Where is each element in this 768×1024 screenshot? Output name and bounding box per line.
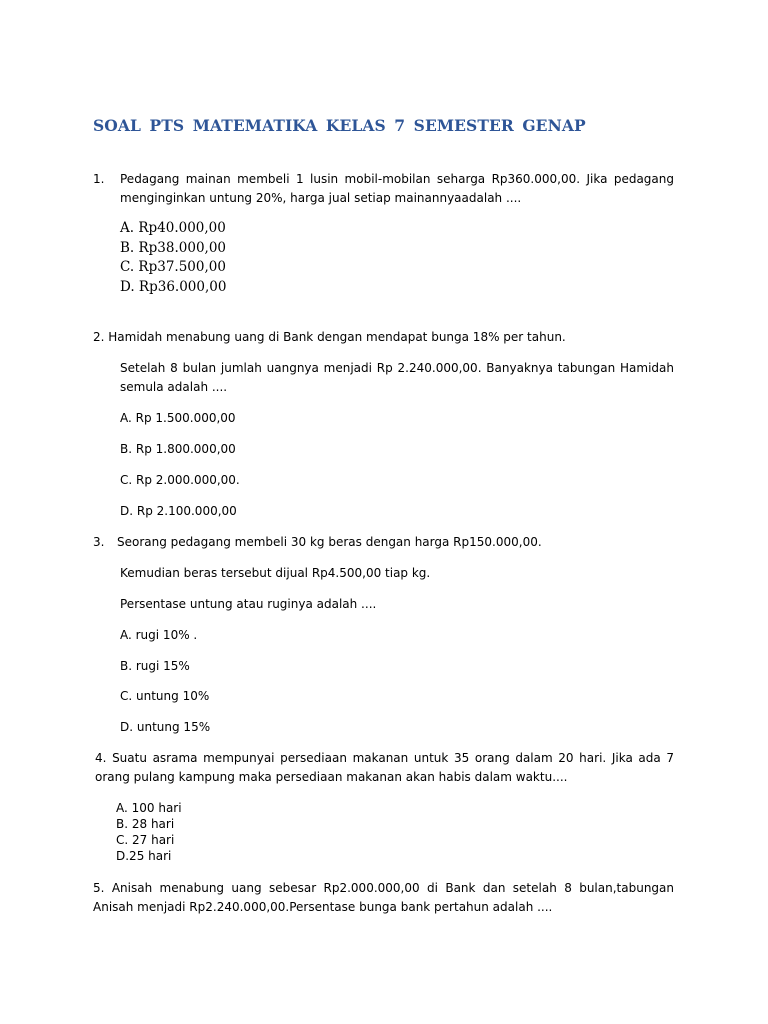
q1-option-b: B. Rp38.000,00	[120, 239, 227, 256]
q3-option-a: A. rugi 10% .	[120, 628, 198, 642]
q2-option-a: A. Rp 1.500.000,00	[120, 411, 236, 425]
q5-text: 5. Anisah menabung uang sebesar Rp2.000.000,00 di Bank dan setelah 8 bulan,tabungan Anisah menjadi Rp2.240.000,00.Persentase bunga bank pertahun adalah ....	[93, 881, 674, 914]
q1-text: Pedagang mainan membeli 1 lusin mobil-mobilan seharga Rp360.000,00. Jika pedagang menginginkan untung 20%, harga jual setiap mainannyaadalah ....	[120, 172, 674, 205]
q3-option-d: D. untung 15%	[120, 720, 211, 734]
q3-text-line3: Persentase untung atau ruginya adalah ....	[120, 597, 377, 611]
q3-option-b: B. rugi 15%	[120, 659, 190, 673]
q4-text-content: 4. Suatu asrama mempunyai persediaan makanan untuk 35 orang dalam 20 hari. Jika ada 7 orang pulang kampung maka persediaan makanan akan habis dalam waktu....	[95, 751, 674, 784]
q4-option-b: B. 28 hari	[116, 817, 175, 831]
q1-number: 1.	[93, 172, 105, 186]
q2-option-c: C. Rp 2.000.000,00.	[120, 473, 240, 487]
page-title: SOAL PTS MATEMATIKA KELAS 7 SEMESTER GENAP	[93, 116, 586, 135]
q3-number: 3.	[93, 535, 105, 549]
q1-option-c: C. Rp37.500,00	[120, 259, 226, 275]
q3-option-c: C. untung 10%	[120, 689, 210, 703]
q2-text-continued: Setelah 8 bulan jumlah uangnya menjadi Rp 2.240.000,00. Banyaknya tabungan Hamidah semula adalah ....	[120, 361, 674, 394]
q1-option-a: A. Rp40.000,00	[120, 220, 226, 236]
q2-option-d: D. Rp 2.100.000,00	[120, 504, 237, 518]
q4-option-c: C. 27 hari	[116, 833, 175, 847]
q4-text	[93, 749, 674, 787]
q1-option-d: D. Rp36.000,00	[120, 278, 227, 295]
q2-text: 2. Hamidah menabung uang di Bank dengan mendapat bunga 18% per tahun.	[93, 330, 566, 344]
q4-option-d: D.25 hari	[116, 849, 172, 863]
q3-text: Seorang pedagang membeli 30 kg beras dengan harga Rp150.000,00.	[117, 535, 542, 549]
q3-text-line2: Kemudian beras tersebut dijual Rp4.500,00 tiap kg.	[120, 566, 431, 580]
q2-option-b: B. Rp 1.800.000,00	[120, 442, 236, 456]
q4-option-a: A. 100 hari	[116, 801, 182, 815]
